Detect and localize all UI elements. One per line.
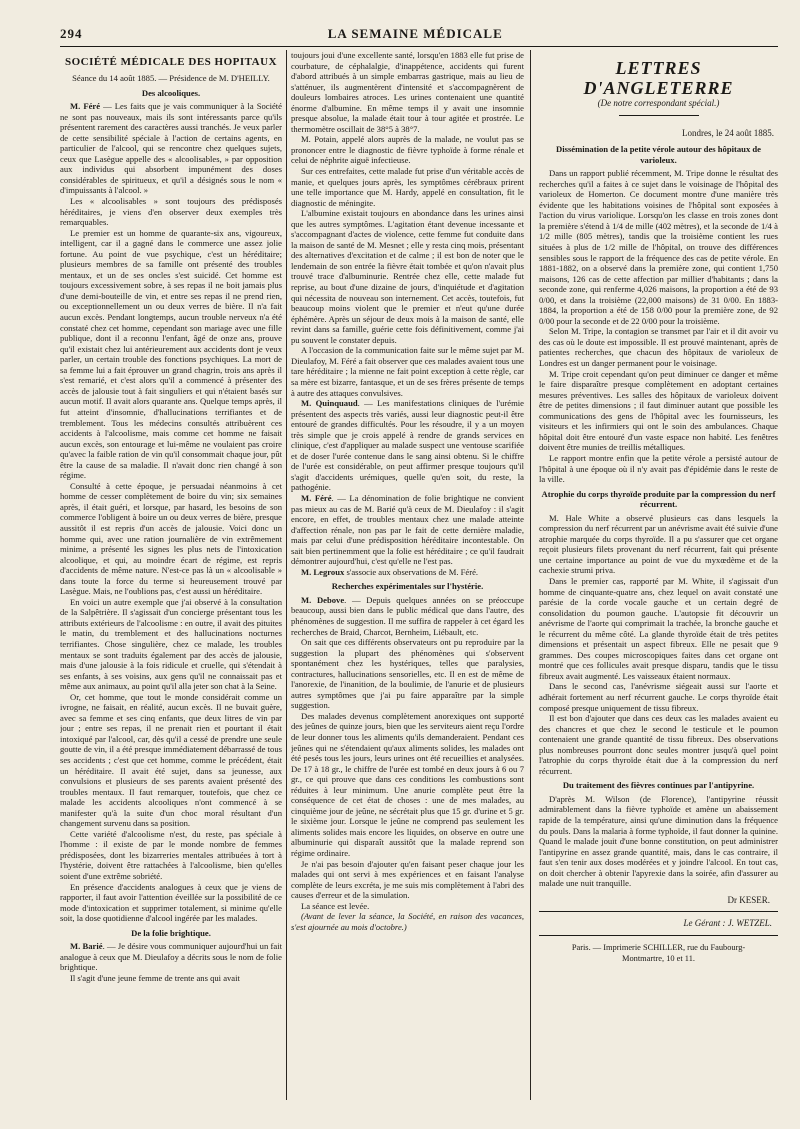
paragraph: toujours joui d'une excellente santé, lorsqu'en 1883 elle fut prise de courbature, de céphalalgie, d'inappétence, accidents qui furent d'abord attribués à un simple embarras gastrique, mais au lieu de s'atténuer, ils augmentèrent d'intensité et s'accompagnèrent de douleurs lombaires atroces. Les urines contenaient une quantité énorme d'albumine. En même temps il y avait une insomnie presque absolue, la malade était tour à tour agitée et prostrée. Le thermomètre oscillait de 38°5 à 38°7. <box>291 50 524 134</box>
paragraph: Consulté à cette époque, je persuadai néanmoins à cet homme de cesser complètement de boire du vin; six semaines après, il était guéri, et lorsque, par hasard, les besoins de son commerce l'obligent à boire un ou deux verres de bière, presque aussitôt il est repris d'un accès de jalousie. Voici donc un homme qui, avec une ration journalière de vin extrêmement minime, a présenté les signes les plus nets de l'intoxication alcoolique, et qui, au moindre écart de régime, est repris d'accidents de même nature. N'est-ce pas là un « alcoolisable » dans toute la force du terme si heureusement trouvé par Lasègue. Mais, ne l'oublions pas, c'est aussi un héréditaire. <box>60 480 282 597</box>
paragraph: L'albumine existait toujours en abondance dans les urines ainsi que les autres symptômes. L'agitation étant devenue incessante et s'accompagnant d'actes de violence, cette femme fut conduite dans la maison de santé de M. Mesnet ; elle y resta cinq mois, présentant des alternatives d'excitation et de calme ; il est bon de noter que le lendemain de son entrée la fièvre était tombée et qu'on n'avait plus trouvé trace d'albuminurie. Rentrée chez elle, cette malade fut reprise, au bout d'une dizaine de jours, d'inquiétude et d'agitation qui nécessita de nouveau son internement. Cet accès, toutefois, fut beaucoup moins violent que le premier et n'eut qu'une durée éphémère. Après un séjour de deux mois à la maison de santé, elle revint dans sa famille, guérie cette fois définitivement, comme j'ai pu souvent le constater depuis. <box>291 208 524 345</box>
printer-line-2: Montmartre, 10 et 11. <box>622 953 695 963</box>
paragraph: Des malades devenus complètement anorexiques ont supporté des jeûnes de quinze jours, bien que les serviteurs aient reçu l'ordre de leur donner tous les aliments qu'ils demanderaient. Pendant ces jeûnes qui ne s'étendaient qu'aux aliments solides, les malades ont été pesés tous les jours, leurs urines ont été recueillies et analysées. De 17 à 18 gr., le chiffre de l'urée est tombé en deux jours à 6 ou 7 gr., ce qui prouve que dans ces conditions les combustions sont réduites à leur minimum. Une anurie complète peut être la conséquence de cet état de choses : une de mes malades, au cinquième jour de jeûne, ne sécrétait plus que 15 gr. d'urine et 5 gr. le sixième jour. Lorsque le jeûne ne comprend pas seulement les aliments solides mais encore les liquides, on observe en outre une albuminurie qui disparaît aussitôt que la malade reprend son régime ordinaire. <box>291 710 524 859</box>
paragraph: Or, cet homme, que tout le monde considérait comme un ivrogne, ne faisait, en réalité, aucun excès. Il ne buvait guère, avec sa femme et ses cinq enfants, que deux litres de vin par jour ; entre ses repas, il ne prenait rien et pourtant il était intoxiqué par l'alcool, car, dès qu'il a cessé de prendre une seule goutte de vin, il a été presque immédiatement débarrassé de tous ses accidents ; c'est que cet homme, comme le précédent, était un héréditaire. Il avait été sujet, dans sa jeunesse, aux convulsions et plusieurs de ses parents avaient présenté des troubles mentaux. Il faut remarquer, toutefois, que chez ce malade les accidents alcooliques n'ont commencé à se manifester qu'à la suite d'un choc moral résultant d'un changement survenu dans sa position. <box>60 691 282 829</box>
heading-atrophie: Atrophie du corps thyroïde produite par la compression du nerf récurrent. <box>541 488 776 510</box>
paragraph: M. Tripe croit cependant qu'on peut diminuer ce danger et même le faire disparaître presque complètement en adoptant certaines mesures préventives. Les salles des hôpitaux de varioleux doivent être de petites dimensions ; il faut diminuer autant que possible les communications des gens de l'hôpital avec les fournisseurs, les visiteurs et les infirmiers qui ont le soin des ambulances. Chaque hôpital doit être entouré d'un vaste espace non habité. Les fenêtres doivent être munies de treillis métalliques. <box>539 368 778 453</box>
heading-folie: De la folie brightique. <box>131 927 211 938</box>
heading-hysterie: Recherches expérimentales sur l'hystérie. <box>331 581 484 592</box>
divider <box>619 115 699 116</box>
page-number: 294 <box>60 26 83 41</box>
letters-title: LETTRES D'ANGLETERRE <box>583 58 734 98</box>
paragraph: Je n'ai pas besoin d'ajouter qu'en faisant peser chaque jour les malades qui ont servi à mes expériences et en faisant l'analyse complète de leurs excréta, je me suis mis complètement à l'abri des causes d'erreur et de la simulation. <box>291 858 524 901</box>
gerant-line: Le Gérant : J. WETZEL. <box>683 918 772 929</box>
divider <box>539 935 778 936</box>
heading-fievres: Du traitement des fièvres continues par l'antipyrine. <box>562 780 755 791</box>
speaker-fere: M. Féré <box>70 101 101 112</box>
speaker-quinquaud: M. Quinquaud <box>301 398 358 409</box>
printer-line-1: Paris. — Imprimerie SCHILLER, rue du Faubourg- <box>571 942 746 952</box>
paragraph: Dans le premier cas, rapporté par M. White, il s'agissait d'un homme de cinquante-quatre ans, chez lequel on avait constaté une parésie de la corde vocale gauche et un certain degré de consolidation du poumon gauche. L'autopsie fit découvrir un anévrisme de l'aorte qui comprimait la trachée, la bronche gauche et le récurrent du même côté. La glande thyroïde était de très petites dimensions et présentait un aspect fibreux. Elle ne pesait que 9 grammes. Des coupes microscopiques faites dans cet organe ont montré que ces follicules avait presque disparu, tandis que le tissu fibreux avait augmenté. Les vaisseaux étaient normaux. <box>539 575 778 681</box>
closing-note: (Avant de lever la séance, la Société, en raison des vacances, s'est ajournée au mois d'octobre.) <box>291 911 524 932</box>
paragraph: M. Legroux s'associe aux observations de M. Féré. <box>301 566 479 577</box>
paragraph: Selon M. Tripe, la contagion se transmet par l'air et il dit avoir vu des cas où le doute est impossible. Il est prouvé maintenant, après de patientes recherches, que chacun des hôpitaux de varioleux de Londres est un danger permanent pour le voisinage. <box>539 326 778 369</box>
speaker-barie: M. Barié <box>70 941 103 952</box>
column-3 <box>539 50 778 1110</box>
session-line: Séance du 14 août 1885. — Présidence de M. D'HEILLY. <box>72 73 270 83</box>
paragraph: M. Potain, appelé alors auprès de la malade, ne voulut pas se prononcer entre le diagnostic de fièvre typhoïde à forme rénale et celui de néphrite aiguë infectieuse. <box>291 134 524 166</box>
column-divider-1 <box>286 50 287 1100</box>
printer-imprint <box>539 942 778 964</box>
paragraph: M. Féré. — La dénomination de folie brightique ne convient pas mieux au cas de M. Barié qu'à ceux de M. Dieulafoy : il s'agit encore, en effet, de troubles mentaux chez une malade atteinte d'affection rénale, non pas par le fait de cette dernière maladie, mais par celui d'une prédisposition héréditaire incontestable. On sait bien pertinemment que la folie est héréditaire ; ce qu'il faudrait démontrer aujourd'hui, c'est qu'elle ne l'est pas. <box>291 492 524 567</box>
column-1 <box>60 50 282 1110</box>
speaker-legroux: M. Legroux <box>301 566 345 577</box>
speaker-debove: M. Debove <box>301 594 345 605</box>
paragraph: La séance est levée. <box>301 900 370 911</box>
paragraph: Il est bon d'ajouter que dans ces deux cas les malades avaient eu des chancres et que chez le second le testicule et le poumon contenaient une grande quantité de tissu fibreux. Des observations plus nombreuses pourront donc seules montrer jusqu'à quel point l'atrophie du corps thyroïde était due à la compression du nerf récurrent. <box>539 713 778 776</box>
paragraph: M. Quinquaud. — Les manifestations cliniques de l'urémie présentent des aspects très variés, aussi leur diagnostic peut-il être entouré de grandes difficultés. Pour les résoudre, il y a un moyen très simple que je crois appelé à rendre de grands services en clinique, c'est d'appliquer au malade suspect une ventouse scarifiée et de doser l'urée contenue dans le sang ainsi obtenu. Si le chiffre de l'urée est considérable, on peut affirmer presque toujours qu'il s'agit d'accidents urémiques, quelle qu'en soit, du reste, la pathogénie. <box>291 398 524 493</box>
paragraph: A l'occasion de la communication faite sur le même sujet par M. Dieulafoy, M. Féré a fait observer que ces malades avaient tous une tare héréditaire ; la mienne ne fait point exception à cette règle, car sa mère est bizarre, fantasque, et un de ses frères présente de temps à autre des attaques convulsives. <box>291 345 524 398</box>
speaker-fere: M. Féré <box>301 492 332 503</box>
paragraph: Dans le second cas, l'anévrisme siégeait aussi sur l'aorte et adhérait fortement au nerf récurrent gauche. Le corps thyroïde était composé presque uniquement de tissu fibreux. <box>539 681 778 713</box>
column-divider-2 <box>530 50 531 1100</box>
paragraph: Sur ces entrefaites, cette malade fut prise d'un véritable accès de manie, et quelques jours après, les symptômes cérébraux prirent une telle importance que M. Hardy, appelé en consultation, fit le diagnostic de méningite. <box>291 166 524 208</box>
paragraph: Dans un rapport publié récemment, M. Tripe donne le résultat des recherches qu'il a faites à ce sujet dans le voisinage de l'hôpital des varioleux de Homerton. Ce document montre d'une manière très évidente que les habitations voisines de l'hôpital sont exposées à l'action du virus variolique. Lorsqu'on les classe en trois zones dont la première s'étend à 1/4 de mille (402 mètres), et la seconde de 1/4 à 1/2 mille (805 mètres), tandis que la troisième contient les rues situées à plus de 1/2 mille de l'hôpital, on trouve des différences sensibles sous le rapport de la fréquence des cas de petite vérole. En 1881-1882, on a observé dans la première zone, qui contient 1,750 maisons, 126 cas de cette affection par millier d'habitants ; dans la seconde zone, qui renferme 4,026 maisons, la proportion a été de 93 0/00, et dans la troisième (22,000 maisons) de 31 0/00. En 1883-1884, la proportion a été de 158 0/00 pour la première zone, de 92 0/00 pour la seconde et de 22 0/00 pour la troisième. <box>539 168 778 326</box>
column-2 <box>291 50 524 1110</box>
paragraph: En présence d'accidents analogues à ceux que je viens de rapporter, il faut avoir l'attention éveillée sur la possibilité de ce mode d'intoxication et supprimer totalement, si minime qu'elle soit, la dose quotidienne d'alcool ingérée par les malades. <box>60 881 282 924</box>
heading-variole: Dissémination de la petite vérole autour des hôpitaux de varioleux. <box>556 144 761 165</box>
paragraph: D'après M. Wilson (de Florence), l'antipyrine réussit admirablement dans la fièvre typhoïde et amène un abaissement rapide de la température, ainsi qu'une diminution dans la fréquence du pouls. Dans la malaria à forme typhoïde, il faut donner la quinine. Quand le malade jouit d'une bonne constitution, on peut administrer l'antipyrine en assez grande quantité, mais, dans le cas contraire, il faut s'en tenir aux doses modérées et y joindre l'alcool. En tout cas, on doit chercher à obtenir l'apyrexie dans la soirée, afin d'assurer au malade une nuit tranquille. <box>539 793 778 889</box>
paragraph: M. Debove. — Depuis quelques années on se préoccupe beaucoup, aussi bien dans le public médical que dans l'autre, des phénomènes de suggestion. Il me suffira de rappeler à cet égard les recherches de Braid, Charcot, Bernheim, Liébault, etc. <box>291 594 524 637</box>
columns <box>60 50 778 1110</box>
header-rule <box>60 46 778 47</box>
letters-subtitle: (De notre correspondant spécial.) <box>597 98 720 108</box>
page-header <box>60 20 778 42</box>
paragraph: On sait que ces différents observateurs ont pu reproduire par la suggestion la plupart des phénomènes qui s'observent spontanément chez les hystériques, telles que paralysies, contractures, hallucinations sensorielles, etc. Il en est de même de l'anorexie, de l'inanition, de la boulimie, de l'anurie et de plusieurs autres symptômes que j'ai pu faire apparaître par la simple suggestion. <box>291 637 524 711</box>
paragraph: Cette variété d'alcoolisme n'est, du reste, pas spéciale à l'homme : il existe de par le monde nombre de femmes prédisposées, dont les bizarreries mentales attribuées à tort à l'hystérie, doivent être rattachées à l'alcoolisme, bien qu'elles soient d'une extrême sobriété. <box>60 828 282 882</box>
divider <box>539 911 778 912</box>
paragraph: Le rapport montre enfin que la petite vérole a persisté autour de l'hôpital à une époque où il n'y avait pas d'épidémie dans le reste de la ville. <box>539 452 778 485</box>
heading-alcooliques: Des alcooliques. <box>141 87 201 98</box>
section-title: SOCIÉTÉ MÉDICALE DES HOPITAUX <box>64 56 278 68</box>
dateline: Londres, le 24 août 1885. <box>682 127 774 138</box>
paragraph: M. Barié. — Je désire vous communiquer aujourd'hui un fait analogue à ceux que M. Dieulafoy a décrits sous le nom de folie brightique. <box>60 941 282 973</box>
paragraph: Le premier est un homme de quarante-six ans, vigoureux, intelligent, car il a gagné dans le commerce une assez jolie fortune. Au point de vue psychique, c'est un héréditaire; plusieurs membres de sa famille ont présenté des troubles mentaux, et un de ses oncles s'est suicidé. Cet homme est toujours excessivement sobre, à ses repas il ne boit jamais plus d'une demi-bouteille de vin, et entre ses repas il ne prend rien, ou exceptionnellement un ou deux verres de bière. Il n'a fait aucun excès. Pendant longtemps, aucun trouble nerveux n'a été constaté chez cet homme, cependant son mariage avec une fille publique, dont il a reconnu l'enfant, âgé de onze ans, prouve qu'il existait chez lui antérieurement aux accidents dont je veux parler, un certain trouble des fonctions psychiques. La mort de sa femme lui a fait éprouver un grand chagrin, trois ans après il s'est remarié, et c'est alors qu'il a commencé à présenter des accès de jalousie tout à fait singuliers et qui n'étaient basés sur aucun motif. Il avait alors quarante ans. Quelque temps après, il fut atteint d'insomnie, d'hallucinations terrifiantes et de tremblement. Tous les médecins consultés attribuèrent ces accidents à l'alcoolisme, mais comme cet homme ne faisait aucun excès, son entourage et lui-même ne voulaient pas croire qu'avec la faible ration de vin qu'il consommait chaque jour, pût être la cause de sa maladie. Il n'avait donc rien changé à son régime. <box>60 227 282 481</box>
signature: Dr KESER. <box>727 894 770 905</box>
journal-title: LA SEMAINE MÉDICALE <box>327 26 503 41</box>
paragraph: M. Féré — Les faits que je vais communiquer à la Société ne sont pas nouveaux, mais ils sont intéressants parce qu'ils présentent rarement des caractères aussi tranchés. Je veux parler de cette sensibilité spéciale à l'action de certains agents, en particulier de l'alcool, qui se rencontre chez quelques sujets, ceux que Lasègue appelle des « alcoolisables, » par opposition aux individus qui absorbent impunément des doses considérables de spiritueux, et qu'il a désignés sous le nom « d'impuissants à l'alcool. » <box>60 101 282 196</box>
paragraph: Il s'agit d'une jeune femme de trente ans qui avait <box>70 972 240 983</box>
paragraph: Les « alcoolisables » sont toujours des prédisposés héréditaires, je viens d'en observer deux exemples très remarquables. <box>60 196 282 228</box>
paragraph: En voici un autre exemple que j'ai observé à la consultation de la Salpêtrière. Il s'agissait d'un concierge présentant tous les attributs extérieurs de l'alcoolisme : en outre, il avait des pituites le matin, du tremblement et des hallucinations nocturnes terrifiantes. Chose singulière, chez ce malade, les troubles mentaux se sont traduits également par des accès de jalousie, mais d'une jalousie à la fois ridicule et cruelle, qui s'étendait à ses enfants, à ses voisins, aux gens qu'il ne connaissait pas et même aux animaux, au point qu'il alla jeter son chat à la Seine. <box>60 596 282 692</box>
paragraph: M. Hale White a observé plusieurs cas dans lesquels la compression du nerf récurrent par un anévrisme avait été suivie d'une atrophie marquée du corps thyroïde. Il a pu s'assurer que cet organe reçoit plusieurs filets provenant du nerf récurrent, fait qui présente une certaine importance au point de vue du myxœdème et de la cachexie strumi priva. <box>539 512 778 576</box>
